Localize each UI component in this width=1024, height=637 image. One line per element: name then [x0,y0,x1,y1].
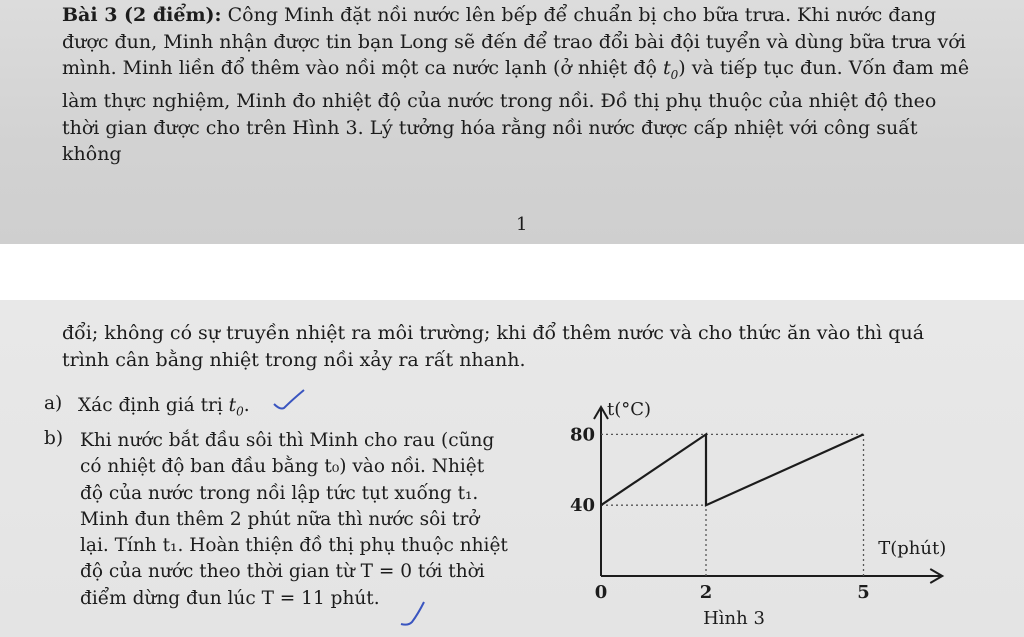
intro-text: Công Minh đặt nồi nước lên bếp để chuẩn bị cho bữa trưa. Khi nước đang được đun, Minh nhận được tin bạn Long sẽ đến để trao đổi bài đội tuyển và dùng bữa trưa với mình. Minh liền đổ thêm vào nồi một ca nước lạnh (ở nhiệt độ [62,4,966,79]
question-b [80,428,540,612]
page-top [0,0,1024,244]
intro-text-cont: ) và tiếp tục đun. Vốn đam mê làm thực nghiệm, Minh đo nhiệt độ của nước trong nồi. Đồ thị phụ thuộc của nhiệt độ theo thời gian được cho trên Hình 3. Lý tưởng hóa rằng nồi nước được cấp nhiệt với công suất không [62,57,970,166]
y-axis-label: t(°C) [607,399,652,420]
y-tick-label: 80 [569,424,595,446]
y-tick-label: 40 [569,495,595,517]
checkmark-icon-b [398,600,428,630]
var-t0: $t_0$ [662,57,679,82]
question-a-label: a) [44,393,63,414]
page-bottom [0,300,1024,637]
question-b-line: độ của nước theo thời gian từ T = 0 tới thời [80,561,485,583]
question-b-line: độ của nước trong nồi lập tức tụt xuống t₁. [80,482,479,504]
problem-intro [62,2,977,168]
question-b-line: lại. Tính t₁. Hoàn thiện đồ thị phụ thuộc nhiệt [80,535,508,557]
question-b-label: b) [44,428,64,449]
question-b-line: Minh đun thêm 2 phút nữa thì nước sôi trở [80,508,480,530]
x-tick-label: 0 [594,582,608,603]
question-b-line: Khi nước bắt đầu sôi thì Minh cho rau (cũng [80,430,495,451]
question-a: Xác định giá trị $t_0$. [78,395,250,419]
figure-3-chart [540,368,980,637]
figure-caption: Hình 3 [703,608,765,629]
continuation-text: đổi; không có sự truyền nhiệt ra môi trường; khi đổ thêm nước và cho thức ăn vào thì quá trình cân bằng nhiệt trong nồi xảy ra rất nhanh. [62,322,925,371]
checkmark-icon [272,388,306,414]
problem-title: Bài 3 (2 điểm): [62,4,222,26]
x-tick-label: 2 [699,582,713,603]
series-line-temperature [601,434,864,505]
question-b-line: có nhiệt độ ban đầu bằng t₀) vào nồi. Nhiệt [80,456,485,478]
x-tick-label: 5 [857,582,870,603]
question-b-line: điểm dừng đun lúc T = 11 phút. [80,587,380,609]
x-axis-label: T(phút) [878,538,947,559]
page-number: 1 [516,214,528,235]
